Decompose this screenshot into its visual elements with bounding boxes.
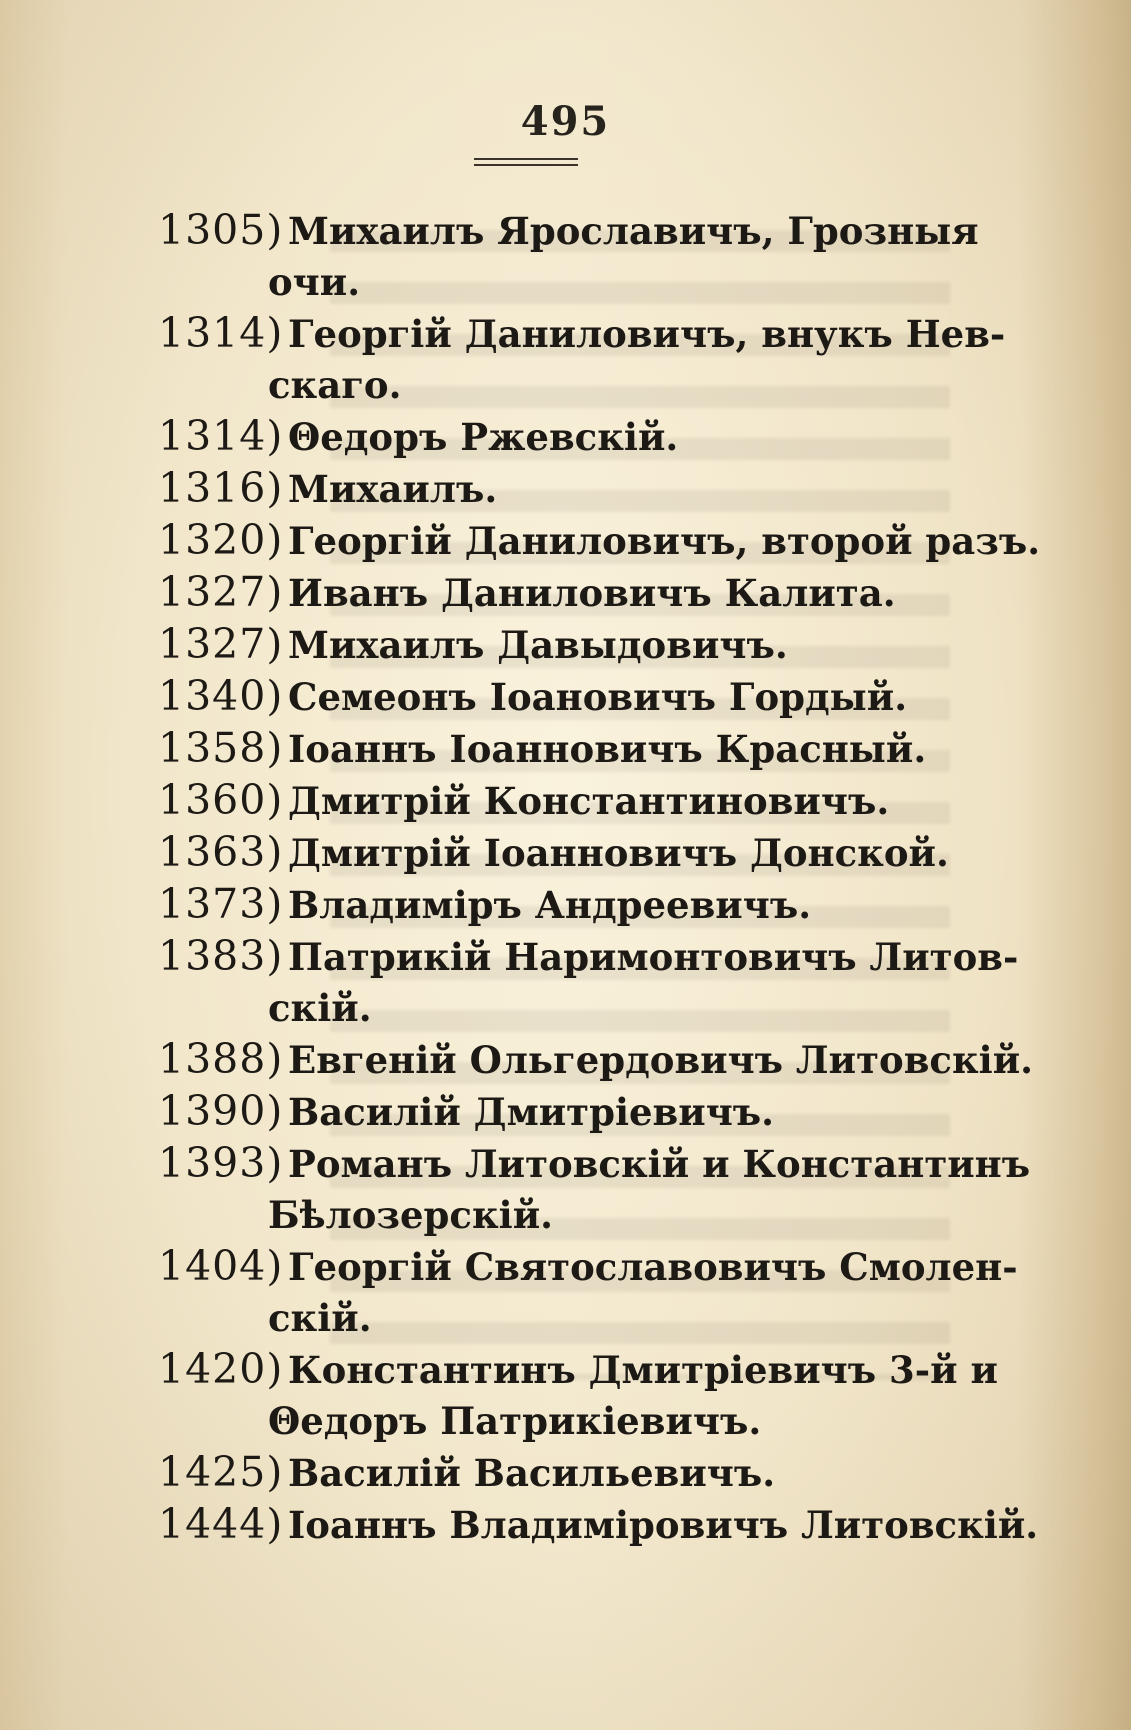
entry-year: 1316) xyxy=(158,464,284,512)
entry-name: Михаилъ Давыдовичъ. xyxy=(288,623,788,667)
entry-year: 1444) xyxy=(158,1500,284,1548)
entry-name: Иванъ Даниловичъ Калита. xyxy=(288,571,896,615)
list-item xyxy=(158,1086,958,1138)
entry-year: 1327) xyxy=(158,620,284,668)
page-number-rule xyxy=(474,158,578,160)
entry-name: Евгеній Ольгердовичъ Литовскій. xyxy=(288,1038,1034,1082)
entry-year: 1320) xyxy=(158,516,284,564)
entry-continuation: скій. xyxy=(268,986,372,1030)
entry-name: Василій Васильевичъ. xyxy=(288,1451,776,1495)
list-item xyxy=(158,775,958,827)
entry-continuation: Θедоръ Патрикіевичъ. xyxy=(268,1399,762,1443)
list-item xyxy=(158,671,958,723)
entry-continuation: Бѣлозерскій. xyxy=(268,1193,554,1237)
list-item xyxy=(158,1499,1039,1551)
entry-continuation: скій. xyxy=(268,1296,372,1340)
entry-name: Георгій Святославовичъ Смолен- xyxy=(288,1245,1018,1289)
entry-list xyxy=(158,205,1041,1551)
list-item xyxy=(158,1034,1034,1086)
entry-year: 1363) xyxy=(158,828,284,876)
page-number-rule xyxy=(474,164,578,166)
list-item xyxy=(158,1447,958,1499)
list-item xyxy=(158,619,958,671)
entry-name: Романъ Литовскій и Константинъ xyxy=(288,1142,1031,1186)
list-item xyxy=(158,1344,998,1447)
entry-year: 1390) xyxy=(158,1087,284,1135)
list-item xyxy=(158,308,1006,411)
entry-name: Семеонъ Іоановичъ Гордый. xyxy=(288,675,908,719)
entry-name: Михаилъ. xyxy=(288,467,498,511)
entry-year: 1393) xyxy=(158,1139,284,1187)
entry-year: 1305) xyxy=(158,206,284,254)
list-item xyxy=(158,931,1019,1034)
entry-year: 1360) xyxy=(158,776,284,824)
entry-name: Патрикій Наримонтовичъ Литов- xyxy=(288,935,1019,979)
entry-year: 1314) xyxy=(158,309,284,357)
list-item xyxy=(158,205,979,308)
entry-name: Θедоръ Ржевскій. xyxy=(288,415,679,459)
list-item xyxy=(158,463,958,515)
entry-name: Константинъ Дмитріевичъ 3-й и xyxy=(288,1348,998,1392)
entry-continuation: очи. xyxy=(268,260,361,304)
entry-name: Дмитрій Константиновичъ. xyxy=(288,779,890,823)
entry-year: 1358) xyxy=(158,724,284,772)
entry-year: 1425) xyxy=(158,1448,284,1496)
list-item xyxy=(158,827,958,879)
entry-year: 1314) xyxy=(158,412,284,460)
entry-name: Георгій Даниловичъ, второй разъ. xyxy=(288,519,1041,563)
entry-name: Георгій Даниловичъ, внукъ Нев- xyxy=(288,312,1006,356)
entry-year: 1404) xyxy=(158,1242,284,1290)
entry-continuation: скаго. xyxy=(268,363,402,407)
entry-name: Іоаннъ Іоанновичъ Красный. xyxy=(288,727,927,771)
list-item xyxy=(158,879,958,931)
list-item xyxy=(158,1138,1031,1241)
entry-name: Михаилъ Ярославичъ, Грозныя xyxy=(288,209,979,253)
list-item xyxy=(158,1241,1018,1344)
list-item xyxy=(158,515,1041,567)
entry-name: Дмитрій Іоанновичъ Донской. xyxy=(288,831,949,875)
list-item xyxy=(158,567,958,619)
list-item xyxy=(158,411,958,463)
entry-year: 1383) xyxy=(158,932,284,980)
entry-year: 1388) xyxy=(158,1035,284,1083)
entry-name: Владиміръ Андреевичъ. xyxy=(288,883,812,927)
entry-year: 1340) xyxy=(158,672,284,720)
entry-year: 1327) xyxy=(158,568,284,616)
entry-name: Іоаннъ Владиміровичъ Литовскій. xyxy=(288,1503,1039,1547)
entry-name: Василій Дмитріевичъ. xyxy=(288,1090,775,1134)
entry-year: 1420) xyxy=(158,1345,284,1393)
entry-year: 1373) xyxy=(158,880,284,928)
page-number: 495 xyxy=(520,98,611,145)
list-item xyxy=(158,723,958,775)
